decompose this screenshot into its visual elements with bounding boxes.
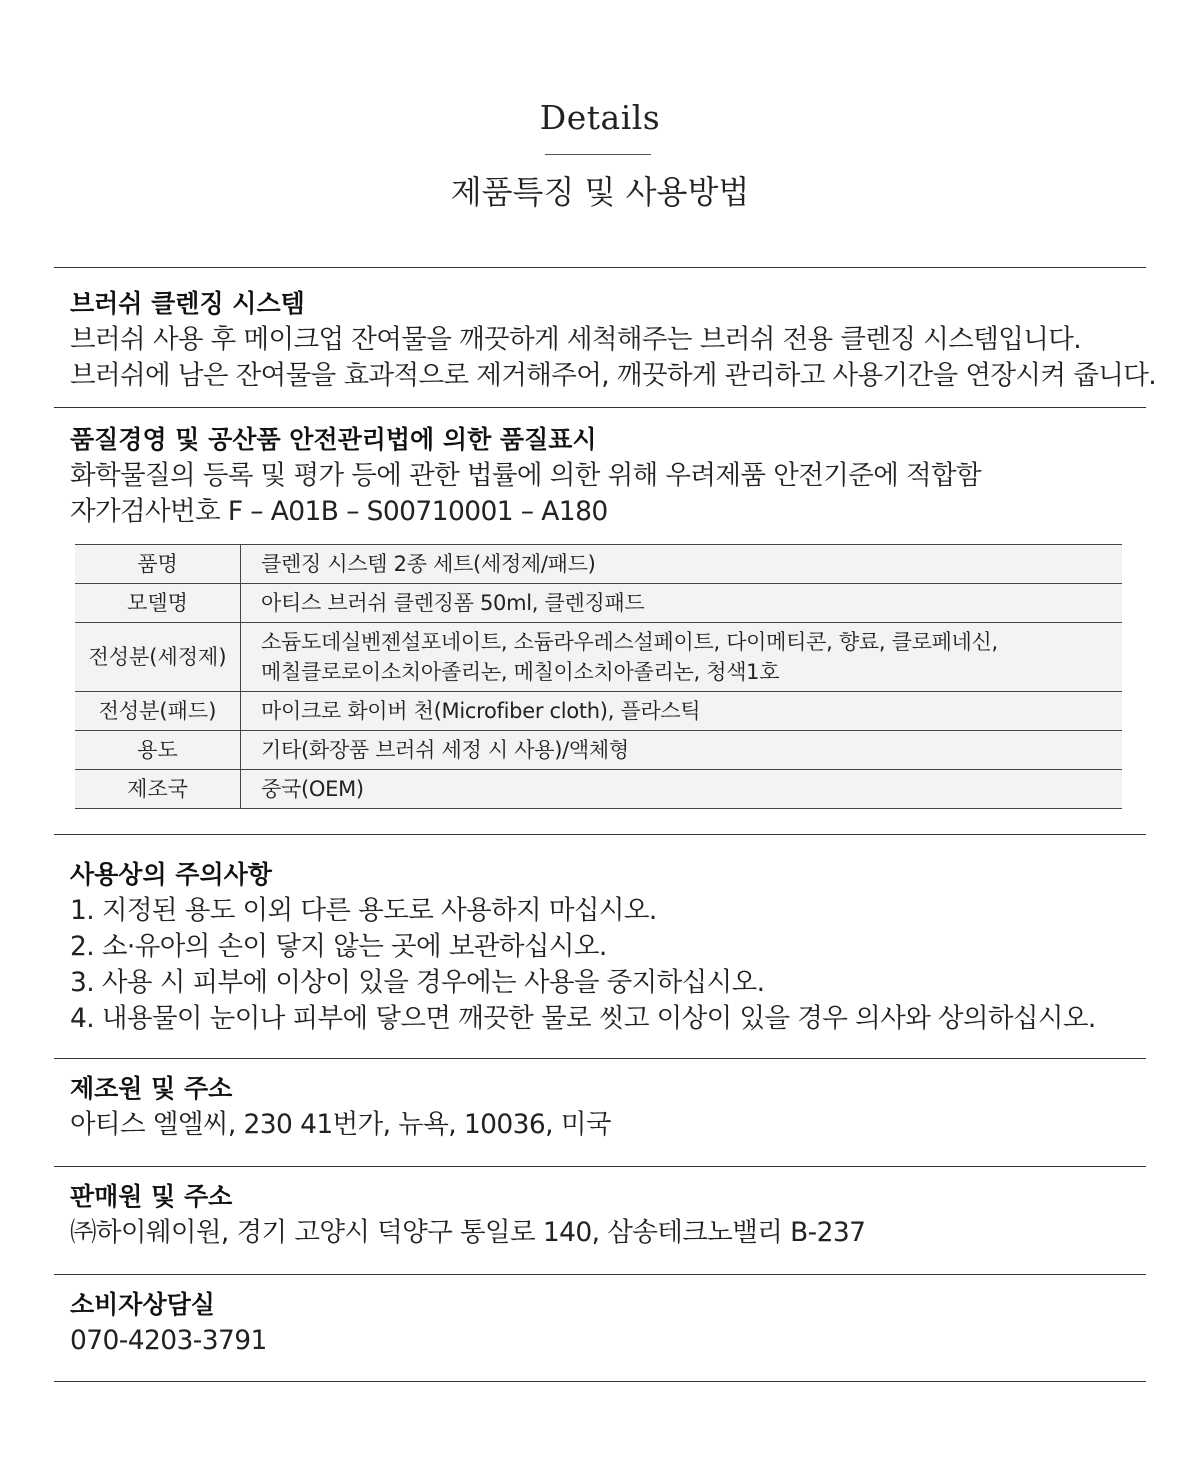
table-label: 전성분(패드) <box>75 692 241 731</box>
table-value: 클렌징 시스템 2종 세트(세정제/패드) <box>241 545 1123 584</box>
table-row <box>75 623 1122 692</box>
title-divider <box>545 154 651 155</box>
table-value: 마이크로 화이버 천(Microfiber cloth), 플라스틱 <box>241 692 1123 731</box>
table-row <box>75 731 1122 770</box>
section-text: 브러쉬에 남은 잔여물을 효과적으로 제거해주어, 깨끗하게 관리하고 사용기간을 연장시켜 줍니다. <box>70 360 1157 391</box>
table-row <box>75 770 1122 809</box>
self-inspection-number: 자가검사번호 F – A01B – S00710001 – A180 <box>70 496 608 527</box>
seller-address: ㈜하이웨이원, 경기 고양시 덕양구 통일로 140, 삼송테크노밸리 B-237 <box>70 1217 866 1248</box>
section-consumer-center <box>54 1274 1146 1382</box>
precaution-item: 1. 지정된 용도 이외 다른 용도로 사용하지 마십시오. <box>70 895 657 926</box>
manufacturer-address: 아티스 엘엘씨, 230 41번가, 뉴욕, 10036, 미국 <box>70 1109 611 1140</box>
table-value: 중국(OEM) <box>241 770 1123 809</box>
section-title: 판매원 및 주소 <box>70 1182 233 1211</box>
details-title: Details <box>539 98 661 137</box>
section-text: 화학물질의 등록 및 평가 등에 관한 법률에 의한 위해 우려제품 안전기준에 적합함 <box>70 460 982 491</box>
table-label: 제조국 <box>75 770 241 809</box>
section-precautions <box>54 834 1146 1059</box>
section-brush-cleansing <box>54 267 1157 408</box>
precaution-item: 4. 내용물이 눈이나 피부에 닿으면 깨끗한 물로 씻고 이상이 있을 경우 의사와 상의하십시오. <box>70 1003 1096 1034</box>
precaution-item: 2. 소·유아의 손이 닿지 않는 곳에 보관하십시오. <box>70 931 607 962</box>
consumer-phone: 070-4203-3791 <box>70 1325 267 1356</box>
section-manufacturer <box>54 1058 1146 1167</box>
table-value-line: 메칠클로로이소치아졸리논, 메칠이소치아졸리논, 청색1호 <box>261 660 780 684</box>
precaution-item: 3. 사용 시 피부에 이상이 있을 경우에는 사용을 중지하십시오. <box>70 967 765 998</box>
section-title: 사용상의 주의사항 <box>70 860 272 889</box>
table-label: 전성분(세정제) <box>75 623 241 692</box>
table-row <box>75 692 1122 731</box>
section-seller <box>54 1166 1146 1275</box>
section-text: 브러쉬 사용 후 메이크업 잔여물을 깨끗하게 세척해주는 브러쉬 전용 클렌징 시스템입니다. <box>70 324 1082 355</box>
section-title: 제조원 및 주소 <box>70 1074 233 1103</box>
table-value: 아티스 브러쉬 클렌징폼 50ml, 클렌징패드 <box>241 584 1123 623</box>
product-spec-table <box>75 544 1122 809</box>
table-label: 용도 <box>75 731 241 770</box>
table-label: 품명 <box>75 545 241 584</box>
section-title: 품질경영 및 공산품 안전관리법에 의한 품질표시 <box>70 425 597 454</box>
table-row <box>75 584 1122 623</box>
section-title: 소비자상담실 <box>70 1290 215 1319</box>
page-subtitle: 제품특징 및 사용방법 <box>450 173 750 211</box>
table-value-line: 소듐도데실벤젠설포네이트, 소듐라우레스설페이트, 다이메티콘, 향료, 클로페네신, <box>261 630 998 654</box>
table-value <box>241 623 1123 692</box>
section-title: 브러쉬 클렌징 시스템 <box>70 289 305 318</box>
table-label: 모델명 <box>75 584 241 623</box>
table-row <box>75 545 1122 584</box>
table-value: 기타(화장품 브러쉬 세정 시 사용)/액체형 <box>241 731 1123 770</box>
